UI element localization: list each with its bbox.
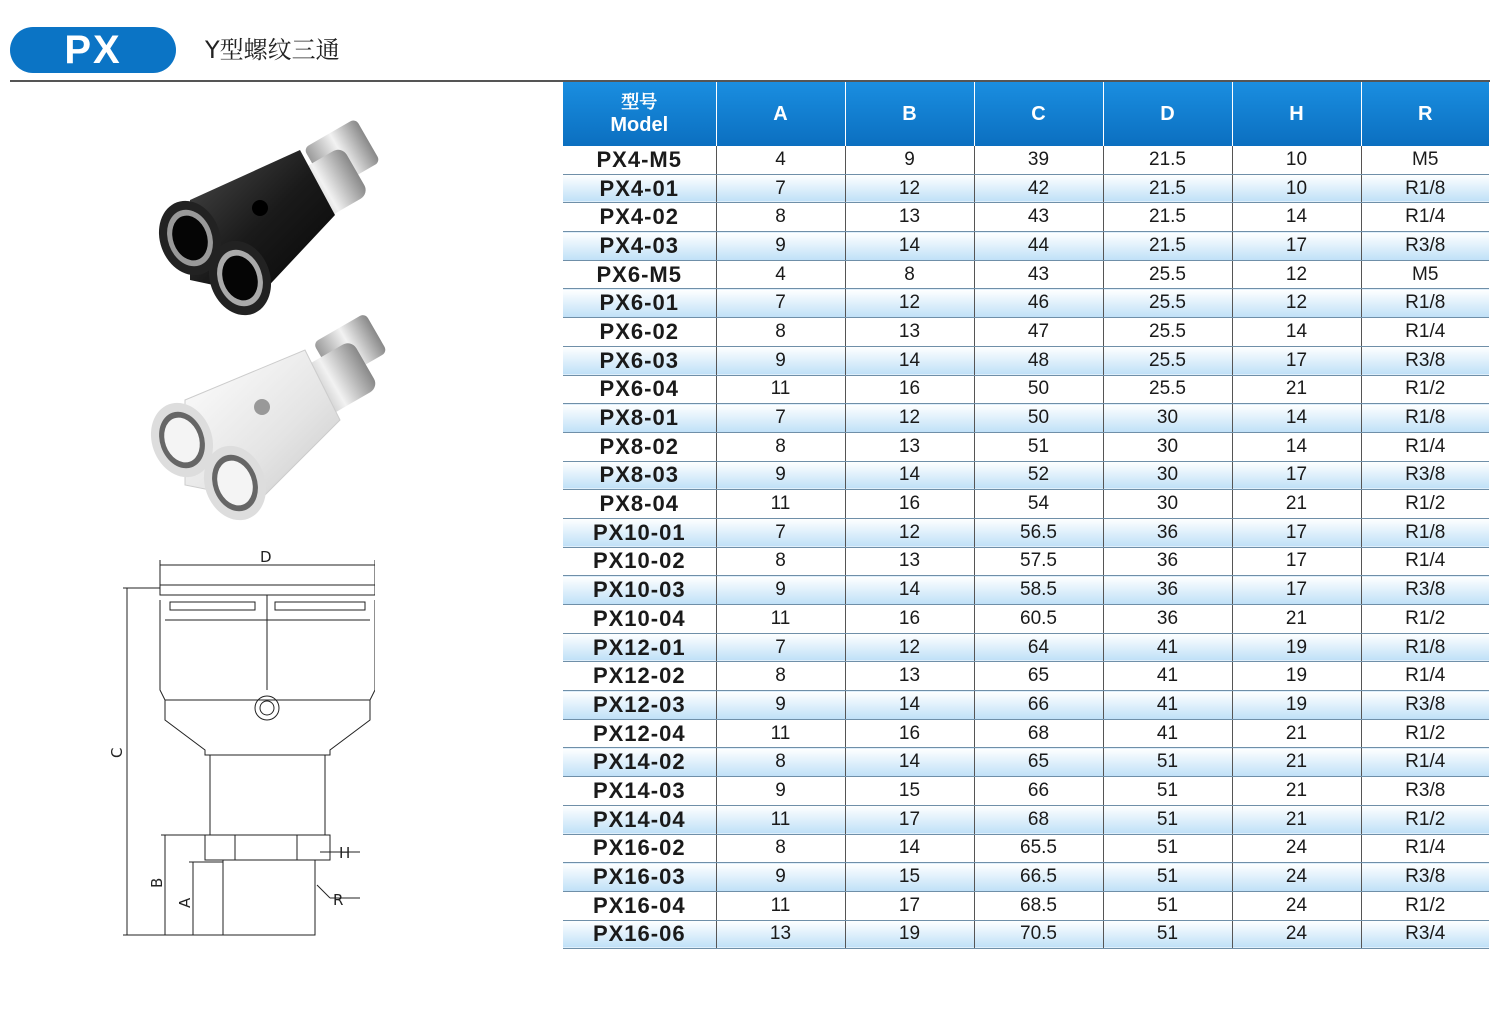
table-row xyxy=(563,547,1489,576)
cell-d: 41 xyxy=(1103,691,1232,720)
table-row xyxy=(563,232,1489,261)
cell-model: PX8-02 xyxy=(563,432,716,461)
cell-r: R3/8 xyxy=(1361,232,1489,261)
cell-d: 25.5 xyxy=(1103,318,1232,347)
cell-b: 13 xyxy=(845,203,974,232)
cell-c: 46 xyxy=(974,289,1103,318)
cell-a: 11 xyxy=(716,605,845,634)
cell-model: PX4-01 xyxy=(563,174,716,203)
dimension-drawing xyxy=(105,540,375,945)
cell-b: 17 xyxy=(845,891,974,920)
cell-h: 17 xyxy=(1232,576,1361,605)
cell-h: 19 xyxy=(1232,633,1361,662)
table-row xyxy=(563,633,1489,662)
cell-b: 14 xyxy=(845,346,974,375)
cell-h: 21 xyxy=(1232,748,1361,777)
cell-h: 14 xyxy=(1232,432,1361,461)
cell-model: PX4-03 xyxy=(563,232,716,261)
cell-b: 14 xyxy=(845,232,974,261)
cell-r: R3/8 xyxy=(1361,461,1489,490)
cell-d: 51 xyxy=(1103,920,1232,949)
table-row xyxy=(563,260,1489,289)
cell-r: R1/2 xyxy=(1361,805,1489,834)
cell-d: 51 xyxy=(1103,805,1232,834)
cell-a: 11 xyxy=(716,490,845,519)
cell-model: PX14-02 xyxy=(563,748,716,777)
cell-h: 17 xyxy=(1232,518,1361,547)
cell-model: PX6-01 xyxy=(563,289,716,318)
cell-c: 44 xyxy=(974,232,1103,261)
cell-d: 25.5 xyxy=(1103,346,1232,375)
cell-h: 10 xyxy=(1232,146,1361,174)
cell-r: R1/4 xyxy=(1361,662,1489,691)
cell-a: 8 xyxy=(716,748,845,777)
dim-label-b: B xyxy=(148,877,166,888)
cell-model: PX12-02 xyxy=(563,662,716,691)
cell-model: PX8-03 xyxy=(563,461,716,490)
cell-a: 11 xyxy=(716,805,845,834)
cell-c: 52 xyxy=(974,461,1103,490)
cell-h: 12 xyxy=(1232,260,1361,289)
cell-d: 30 xyxy=(1103,404,1232,433)
table-row xyxy=(563,891,1489,920)
cell-r: R1/8 xyxy=(1361,404,1489,433)
cell-c: 47 xyxy=(974,318,1103,347)
white-fitting-photo xyxy=(140,315,400,530)
cell-b: 14 xyxy=(845,691,974,720)
cell-r: R1/2 xyxy=(1361,719,1489,748)
table-row xyxy=(563,719,1489,748)
cell-a: 8 xyxy=(716,318,845,347)
col-header-c: C xyxy=(974,82,1103,146)
cell-b: 13 xyxy=(845,318,974,347)
cell-c: 65 xyxy=(974,662,1103,691)
cell-b: 17 xyxy=(845,805,974,834)
cell-a: 11 xyxy=(716,719,845,748)
table-row xyxy=(563,920,1489,949)
cell-d: 25.5 xyxy=(1103,260,1232,289)
cell-a: 11 xyxy=(716,891,845,920)
cell-d: 41 xyxy=(1103,719,1232,748)
cell-d: 30 xyxy=(1103,432,1232,461)
cell-h: 24 xyxy=(1232,920,1361,949)
cell-h: 12 xyxy=(1232,289,1361,318)
cell-d: 30 xyxy=(1103,490,1232,519)
cell-model: PX14-04 xyxy=(563,805,716,834)
cell-b: 12 xyxy=(845,404,974,433)
table-row xyxy=(563,318,1489,347)
cell-c: 50 xyxy=(974,375,1103,404)
cell-model: PX12-01 xyxy=(563,633,716,662)
cell-c: 70.5 xyxy=(974,920,1103,949)
cell-r: R1/8 xyxy=(1361,633,1489,662)
cell-c: 65 xyxy=(974,748,1103,777)
cell-c: 50 xyxy=(974,404,1103,433)
cell-a: 8 xyxy=(716,662,845,691)
cell-r: R1/4 xyxy=(1361,748,1489,777)
cell-model: PX14-03 xyxy=(563,777,716,806)
cell-h: 21 xyxy=(1232,719,1361,748)
cell-b: 15 xyxy=(845,863,974,892)
cell-c: 60.5 xyxy=(974,605,1103,634)
cell-a: 9 xyxy=(716,461,845,490)
cell-r: R1/4 xyxy=(1361,834,1489,863)
cell-c: 58.5 xyxy=(974,576,1103,605)
cell-a: 4 xyxy=(716,260,845,289)
cell-model: PX6-03 xyxy=(563,346,716,375)
col-header-a: A xyxy=(716,82,845,146)
table-row xyxy=(563,174,1489,203)
cell-b: 12 xyxy=(845,518,974,547)
cell-a: 7 xyxy=(716,289,845,318)
cell-h: 17 xyxy=(1232,461,1361,490)
cell-h: 24 xyxy=(1232,834,1361,863)
cell-d: 51 xyxy=(1103,834,1232,863)
cell-r: R3/8 xyxy=(1361,777,1489,806)
cell-model: PX16-06 xyxy=(563,920,716,949)
cell-b: 14 xyxy=(845,834,974,863)
cell-c: 66 xyxy=(974,777,1103,806)
cell-h: 14 xyxy=(1232,318,1361,347)
product-title: Y型螺纹三通 xyxy=(205,36,340,64)
cell-b: 16 xyxy=(845,719,974,748)
cell-r: R1/2 xyxy=(1361,891,1489,920)
cell-h: 17 xyxy=(1232,547,1361,576)
cell-h: 14 xyxy=(1232,404,1361,433)
col-header-r: R xyxy=(1361,82,1489,146)
cell-b: 14 xyxy=(845,576,974,605)
cell-model: PX6-04 xyxy=(563,375,716,404)
cell-h: 21 xyxy=(1232,605,1361,634)
cell-a: 9 xyxy=(716,232,845,261)
table-row xyxy=(563,404,1489,433)
cell-model: PX16-03 xyxy=(563,863,716,892)
cell-a: 8 xyxy=(716,834,845,863)
cell-r: M5 xyxy=(1361,146,1489,174)
cell-model: PX10-04 xyxy=(563,605,716,634)
table-row xyxy=(563,346,1489,375)
spec-table-header xyxy=(563,82,1489,146)
cell-r: R1/2 xyxy=(1361,375,1489,404)
table-row xyxy=(563,691,1489,720)
cell-d: 41 xyxy=(1103,662,1232,691)
cell-r: R1/4 xyxy=(1361,547,1489,576)
cell-c: 66.5 xyxy=(974,863,1103,892)
cell-model: PX12-03 xyxy=(563,691,716,720)
cell-a: 7 xyxy=(716,174,845,203)
cell-b: 8 xyxy=(845,260,974,289)
cell-h: 21 xyxy=(1232,805,1361,834)
cell-c: 65.5 xyxy=(974,834,1103,863)
cell-model: PX8-01 xyxy=(563,404,716,433)
cell-r: R1/8 xyxy=(1361,289,1489,318)
cell-r: R1/8 xyxy=(1361,518,1489,547)
col-header-model-en: Model xyxy=(610,114,669,136)
col-header-model-cn: 型号 xyxy=(621,92,658,112)
cell-d: 36 xyxy=(1103,605,1232,634)
cell-b: 13 xyxy=(845,547,974,576)
col-header-model xyxy=(563,82,716,146)
cell-d: 51 xyxy=(1103,748,1232,777)
cell-a: 8 xyxy=(716,203,845,232)
cell-c: 43 xyxy=(974,203,1103,232)
cell-d: 25.5 xyxy=(1103,375,1232,404)
cell-r: R1/4 xyxy=(1361,318,1489,347)
cell-a: 4 xyxy=(716,146,845,174)
cell-b: 14 xyxy=(845,748,974,777)
cell-h: 14 xyxy=(1232,203,1361,232)
cell-a: 8 xyxy=(716,432,845,461)
cell-c: 68.5 xyxy=(974,891,1103,920)
cell-h: 19 xyxy=(1232,662,1361,691)
col-header-b: B xyxy=(845,82,974,146)
cell-r: R1/2 xyxy=(1361,605,1489,634)
dim-label-c: C xyxy=(108,747,126,758)
dim-label-h: H xyxy=(339,844,351,862)
cell-r: R3/8 xyxy=(1361,863,1489,892)
cell-b: 16 xyxy=(845,490,974,519)
cell-a: 7 xyxy=(716,633,845,662)
cell-b: 19 xyxy=(845,920,974,949)
cell-a: 9 xyxy=(716,346,845,375)
cell-b: 13 xyxy=(845,432,974,461)
cell-d: 36 xyxy=(1103,576,1232,605)
table-row xyxy=(563,203,1489,232)
table-row xyxy=(563,490,1489,519)
cell-a: 9 xyxy=(716,777,845,806)
cell-d: 21.5 xyxy=(1103,203,1232,232)
table-row xyxy=(563,863,1489,892)
cell-r: M5 xyxy=(1361,260,1489,289)
cell-b: 15 xyxy=(845,777,974,806)
cell-c: 68 xyxy=(974,805,1103,834)
cell-h: 24 xyxy=(1232,863,1361,892)
table-row xyxy=(563,805,1489,834)
table-row xyxy=(563,748,1489,777)
cell-a: 7 xyxy=(716,518,845,547)
cell-d: 36 xyxy=(1103,518,1232,547)
table-row xyxy=(563,518,1489,547)
table-row xyxy=(563,432,1489,461)
cell-model: PX16-02 xyxy=(563,834,716,863)
cell-r: R1/4 xyxy=(1361,203,1489,232)
cell-r: R3/8 xyxy=(1361,691,1489,720)
cell-model: PX8-04 xyxy=(563,490,716,519)
cell-b: 9 xyxy=(845,146,974,174)
cell-c: 39 xyxy=(974,146,1103,174)
cell-a: 11 xyxy=(716,375,845,404)
table-row xyxy=(563,777,1489,806)
table-row xyxy=(563,605,1489,634)
table-row xyxy=(563,834,1489,863)
cell-b: 12 xyxy=(845,289,974,318)
col-header-h: H xyxy=(1232,82,1361,146)
col-header-d: D xyxy=(1103,82,1232,146)
cell-c: 64 xyxy=(974,633,1103,662)
cell-d: 21.5 xyxy=(1103,146,1232,174)
cell-d: 36 xyxy=(1103,547,1232,576)
cell-d: 51 xyxy=(1103,863,1232,892)
cell-c: 48 xyxy=(974,346,1103,375)
cell-d: 41 xyxy=(1103,633,1232,662)
cell-c: 51 xyxy=(974,432,1103,461)
product-code-badge: PX xyxy=(10,27,176,73)
cell-b: 16 xyxy=(845,375,974,404)
cell-model: PX6-M5 xyxy=(563,260,716,289)
cell-d: 51 xyxy=(1103,777,1232,806)
cell-c: 42 xyxy=(974,174,1103,203)
cell-c: 68 xyxy=(974,719,1103,748)
cell-a: 7 xyxy=(716,404,845,433)
cell-a: 9 xyxy=(716,691,845,720)
table-row xyxy=(563,146,1489,174)
cell-h: 21 xyxy=(1232,375,1361,404)
table-row xyxy=(563,662,1489,691)
cell-h: 19 xyxy=(1232,691,1361,720)
cell-c: 66 xyxy=(974,691,1103,720)
cell-h: 10 xyxy=(1232,174,1361,203)
cell-c: 56.5 xyxy=(974,518,1103,547)
cell-d: 21.5 xyxy=(1103,174,1232,203)
dim-label-r: R xyxy=(333,891,344,909)
cell-model: PX10-01 xyxy=(563,518,716,547)
table-row xyxy=(563,461,1489,490)
cell-model: PX12-04 xyxy=(563,719,716,748)
cell-model: PX10-02 xyxy=(563,547,716,576)
cell-r: R3/8 xyxy=(1361,576,1489,605)
cell-a: 13 xyxy=(716,920,845,949)
cell-h: 17 xyxy=(1232,232,1361,261)
cell-r: R1/2 xyxy=(1361,490,1489,519)
black-fitting-photo xyxy=(150,120,395,325)
cell-r: R3/8 xyxy=(1361,346,1489,375)
cell-h: 21 xyxy=(1232,777,1361,806)
cell-model: PX16-04 xyxy=(563,891,716,920)
cell-b: 16 xyxy=(845,605,974,634)
cell-c: 43 xyxy=(974,260,1103,289)
table-row xyxy=(563,576,1489,605)
cell-model: PX4-02 xyxy=(563,203,716,232)
spec-table xyxy=(563,82,1489,949)
cell-c: 54 xyxy=(974,490,1103,519)
cell-d: 21.5 xyxy=(1103,232,1232,261)
cell-r: R1/8 xyxy=(1361,174,1489,203)
table-row xyxy=(563,375,1489,404)
cell-c: 57.5 xyxy=(974,547,1103,576)
cell-b: 12 xyxy=(845,174,974,203)
dim-label-a: A xyxy=(176,897,194,908)
cell-model: PX10-03 xyxy=(563,576,716,605)
cell-d: 25.5 xyxy=(1103,289,1232,318)
table-row xyxy=(563,289,1489,318)
cell-r: R1/4 xyxy=(1361,432,1489,461)
cell-r: R3/4 xyxy=(1361,920,1489,949)
cell-h: 17 xyxy=(1232,346,1361,375)
cell-h: 24 xyxy=(1232,891,1361,920)
cell-d: 30 xyxy=(1103,461,1232,490)
cell-h: 21 xyxy=(1232,490,1361,519)
dim-label-d: D xyxy=(260,548,272,566)
cell-model: PX4-M5 xyxy=(563,146,716,174)
cell-b: 13 xyxy=(845,662,974,691)
cell-a: 8 xyxy=(716,547,845,576)
cell-b: 14 xyxy=(845,461,974,490)
cell-model: PX6-02 xyxy=(563,318,716,347)
cell-d: 51 xyxy=(1103,891,1232,920)
cell-a: 9 xyxy=(716,576,845,605)
cell-b: 12 xyxy=(845,633,974,662)
cell-a: 9 xyxy=(716,863,845,892)
